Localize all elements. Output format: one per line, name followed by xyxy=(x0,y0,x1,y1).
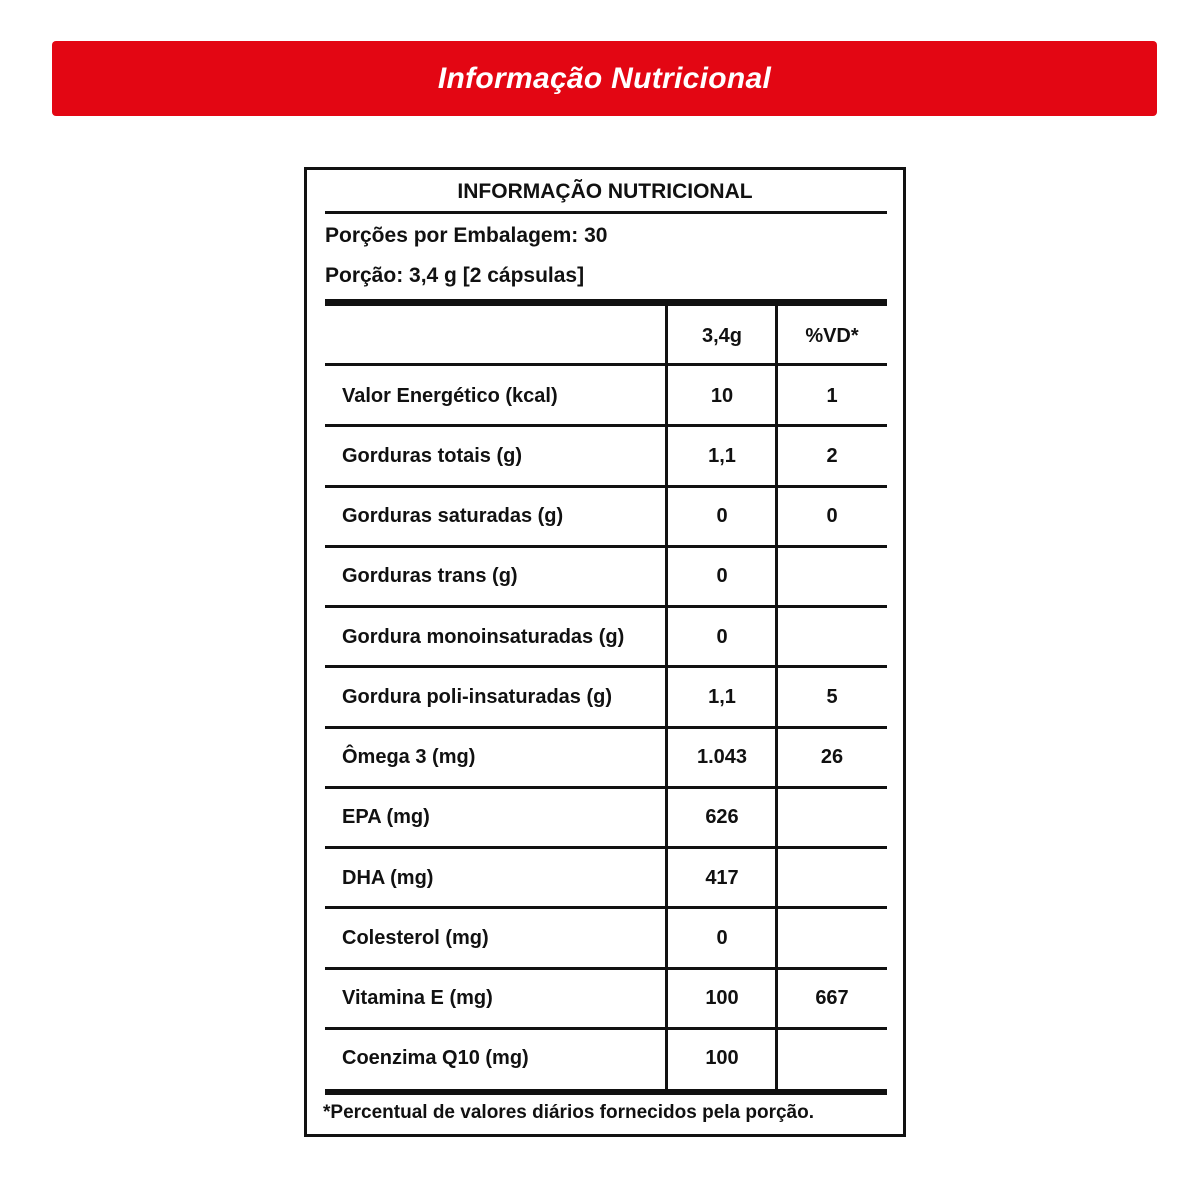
label-title: INFORMAÇÃO NUTRICIONAL xyxy=(457,180,753,203)
nutrient-dv: 5 xyxy=(826,685,838,708)
nutrient-amount: 0 xyxy=(716,565,728,588)
nutrient-name: Gorduras trans (g) xyxy=(342,565,518,588)
nutrient-dv: 0 xyxy=(826,505,838,527)
nutrient-name: EPA (mg) xyxy=(342,806,430,829)
nutrient-amount: 0 xyxy=(716,926,728,949)
nutrient-dv: 2 xyxy=(826,444,838,467)
thick-rule-bottom xyxy=(325,1089,887,1095)
nutrient-dv xyxy=(777,908,887,968)
portion-size: Porção: 3,4 g [2 cápsulas] xyxy=(325,264,585,287)
nutrient-dv xyxy=(777,547,887,607)
nutrient-dv: 1 xyxy=(826,384,838,407)
header-dv: %VD* xyxy=(805,324,859,347)
nutrient-dv xyxy=(777,1029,887,1089)
title-banner xyxy=(52,41,1157,116)
title-rule xyxy=(325,211,887,214)
nutrient-amount: 1,1 xyxy=(708,444,736,467)
nutrient-dv xyxy=(777,788,887,848)
nutrient-name: Valor Energético (kcal) xyxy=(342,384,558,407)
nutrient-amount: 0 xyxy=(716,625,728,648)
nutrient-name: Gorduras saturadas (g) xyxy=(342,505,564,527)
nutrient-amount: 1,1 xyxy=(708,685,736,708)
nutrient-amount: 0 xyxy=(716,505,728,527)
nutrient-amount: 626 xyxy=(705,806,739,829)
nutrient-dv: 667 xyxy=(815,987,849,1009)
nutrient-amount: 417 xyxy=(705,866,739,889)
nutrient-name: Coenzima Q10 (mg) xyxy=(342,1047,529,1070)
nutrient-amount: 100 xyxy=(705,1047,739,1070)
nutrient-dv: 26 xyxy=(820,746,844,768)
header-amount: 3,4g xyxy=(701,324,743,347)
nutrient-name: Ômega 3 (mg) xyxy=(342,746,476,768)
servings-per-package: Porções por Embalagem: 30 xyxy=(325,224,608,247)
banner-title: Informação Nutricional xyxy=(437,61,772,95)
nutrition-label xyxy=(304,167,906,1137)
nutrient-name: Colesterol (mg) xyxy=(342,926,489,949)
nutrient-name: Gorduras totais (g) xyxy=(342,444,523,467)
nutrient-name: DHA (mg) xyxy=(342,866,434,889)
nutrient-name: Gordura monoinsaturadas (g) xyxy=(342,625,625,648)
thick-rule-top xyxy=(325,299,887,306)
footnote: *Percentual de valores diários fornecidos pela porção. xyxy=(323,1102,815,1123)
nutrient-dv xyxy=(777,848,887,908)
nutrient-amount: 100 xyxy=(705,987,739,1009)
nutrient-amount: 10 xyxy=(710,384,734,407)
nutrient-name: Gordura poli-insaturadas (g) xyxy=(342,685,613,708)
nutrient-name: Vitamina E (mg) xyxy=(342,987,493,1009)
nutrient-dv xyxy=(777,607,887,667)
nutrient-amount: 1.043 xyxy=(696,746,748,768)
